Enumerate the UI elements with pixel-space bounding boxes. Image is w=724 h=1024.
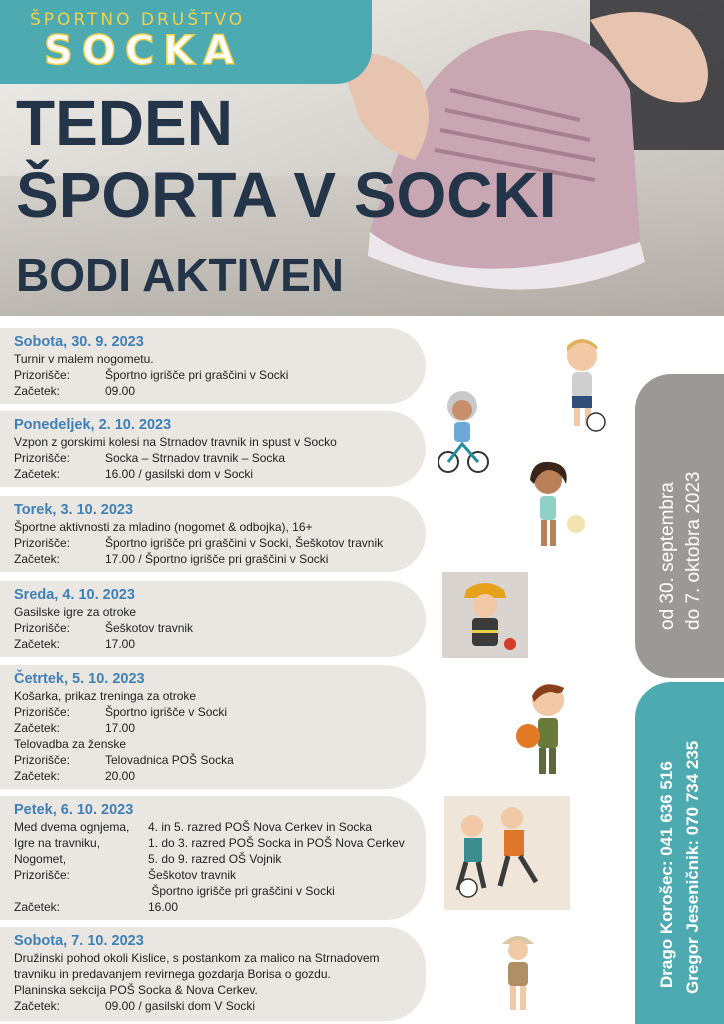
event-detail-label: Začetek: bbox=[14, 384, 61, 398]
event-detail-line bbox=[14, 836, 405, 850]
event-detail-value: 1. do 3. razred POŠ Socka in POŠ Nova Cerkev bbox=[148, 836, 405, 850]
event-date: Sreda, 4. 10. 2023 bbox=[14, 587, 135, 603]
event-detail-line bbox=[14, 868, 236, 882]
event-detail-line bbox=[14, 689, 196, 703]
event-detail-line bbox=[14, 705, 227, 719]
event-detail-label: Prizorišče: bbox=[14, 753, 71, 767]
event-detail-label: Začetek: bbox=[14, 467, 61, 481]
event-detail-line bbox=[14, 467, 253, 481]
event-detail-value: 09.00 bbox=[105, 384, 136, 398]
cyclist-illustration bbox=[438, 384, 490, 476]
event-detail-line bbox=[14, 435, 337, 449]
firefighter-illustration bbox=[442, 572, 528, 658]
event-detail-line bbox=[14, 769, 135, 783]
event-detail-value: Turnir v malem nogometu. bbox=[14, 352, 154, 366]
event-detail-value: 16.00 / gasilski dom v Socki bbox=[105, 467, 254, 481]
event-detail-label: Prizorišče: bbox=[14, 451, 71, 465]
event-detail-value: Šeškotov travnik bbox=[148, 868, 237, 882]
event-detail-line bbox=[14, 520, 313, 534]
event-date: Sobota, 7. 10. 2023 bbox=[14, 933, 144, 949]
date-range-to: do 7. oktobra 2023 bbox=[683, 471, 704, 630]
headline-tagline: BODI AKTIVEN bbox=[16, 249, 344, 301]
event-detail-line bbox=[14, 352, 154, 366]
date-range-band bbox=[635, 374, 724, 678]
event-detail-value: Vzpon z gorskimi kolesi na Strnadov travnik in spust v Socko bbox=[14, 435, 337, 449]
event-detail-value: 17.00 bbox=[105, 637, 136, 651]
event-detail-line bbox=[14, 637, 135, 651]
event-detail-line bbox=[14, 605, 136, 619]
event-detail-line bbox=[14, 951, 380, 965]
event-card bbox=[0, 796, 426, 920]
event-detail-value: Športno igrišče pri graščini v Socki bbox=[148, 884, 335, 898]
event-detail-label: Začetek: bbox=[14, 769, 61, 783]
event-detail-line bbox=[14, 368, 288, 382]
event-detail-label: Prizorišče: bbox=[14, 705, 71, 719]
contacts-band bbox=[635, 682, 724, 1024]
event-detail-value: Telovadnica POŠ Socka bbox=[105, 753, 234, 767]
event-detail-value: Socka – Strnadov travnik – Socka bbox=[105, 451, 286, 465]
event-date: Sobota, 30. 9. 2023 bbox=[14, 334, 144, 350]
event-detail-value: 4. in 5. razred POŠ Nova Cerkev in Socka bbox=[148, 820, 373, 834]
event-detail-label: Prizorišče: bbox=[14, 536, 71, 550]
event-detail-label: Začetek: bbox=[14, 900, 61, 914]
event-detail-label: Prizorišče: bbox=[14, 868, 71, 882]
event-detail-value: 20.00 bbox=[105, 769, 136, 783]
event-detail-value: Košarka, prikaz treninga za otroke bbox=[14, 689, 197, 703]
event-detail-line bbox=[14, 552, 328, 566]
event-detail-line bbox=[14, 884, 335, 898]
event-detail-line bbox=[14, 451, 285, 465]
event-card bbox=[0, 411, 426, 487]
hiker-illustration bbox=[496, 928, 540, 1018]
logo-box bbox=[0, 0, 372, 84]
event-detail-label: Začetek: bbox=[14, 999, 61, 1013]
boy-football-illustration bbox=[552, 334, 612, 434]
event-detail-line bbox=[14, 753, 234, 767]
kids-football-illustration bbox=[444, 796, 570, 910]
contact-drago: Drago Korošec: 041 636 516 bbox=[657, 761, 676, 988]
headline-line-2: ŠPORTA V SOCKI bbox=[16, 159, 557, 231]
event-detail-line bbox=[14, 967, 331, 981]
boy-basketball-illustration bbox=[512, 674, 578, 784]
event-date: Torek, 3. 10. 2023 bbox=[14, 502, 134, 518]
event-detail-line bbox=[14, 983, 258, 997]
event-detail-label: Prizorišče: bbox=[14, 368, 71, 382]
logo-wordmark: SOCKA bbox=[44, 28, 244, 74]
event-detail-line bbox=[14, 536, 383, 550]
event-detail-value: Športno igrišče v Socki bbox=[105, 705, 228, 719]
contact-gregor: Gregor Jeseničnik: 070 734 235 bbox=[683, 740, 702, 994]
event-detail-value: 16.00 bbox=[148, 900, 179, 914]
date-range-from: od 30. septembra bbox=[657, 482, 678, 630]
event-detail-line bbox=[14, 852, 281, 866]
event-card bbox=[0, 927, 426, 1021]
event-detail-line bbox=[14, 820, 372, 834]
event-detail-line bbox=[14, 384, 135, 398]
event-detail-value: Športno igrišče pri graščini v Socki bbox=[105, 368, 289, 382]
event-detail-value: Športno igrišče pri graščini v Socki, Šeškotov travnik bbox=[105, 536, 384, 550]
event-detail-value: 17.00 bbox=[105, 721, 136, 735]
event-detail-label: Nogomet, bbox=[14, 852, 67, 866]
event-card bbox=[0, 496, 426, 572]
event-detail-line bbox=[14, 621, 193, 635]
event-detail-value: 09.00 / gasilski dom V Socki bbox=[105, 999, 256, 1013]
hero-banner bbox=[0, 0, 724, 316]
event-date: Petek, 6. 10. 2023 bbox=[14, 802, 134, 818]
event-detail-value: Športne aktivnosti za mladino (nogomet & odbojka), 16+ bbox=[14, 520, 313, 534]
event-detail-value: travniku in predavanjem revirnega gozdarja Borisa o gozdu. bbox=[14, 967, 331, 981]
event-detail-value: Šeškotov travnik bbox=[105, 621, 194, 635]
event-detail-label: Začetek: bbox=[14, 637, 61, 651]
event-detail-value: Telovadba za ženske bbox=[14, 737, 127, 751]
event-detail-value: Planinska sekcija POŠ Socka & Nova Cerkev. bbox=[14, 983, 258, 997]
logo-subtitle: ŠPORTNO DRUŠTVO bbox=[30, 10, 246, 30]
event-detail-value: Gasilske igre za otroke bbox=[14, 605, 137, 619]
event-detail-label: Začetek: bbox=[14, 552, 61, 566]
event-detail-line bbox=[14, 737, 126, 751]
girl-volleyball-illustration bbox=[520, 460, 590, 552]
event-card bbox=[0, 665, 426, 789]
event-detail-line bbox=[14, 900, 178, 914]
event-detail-value: 17.00 / Športno igrišče pri graščini v Socki bbox=[105, 552, 329, 566]
event-detail-label: Igre na travniku, bbox=[14, 836, 101, 850]
event-detail-label: Prizorišče: bbox=[14, 621, 71, 635]
event-card bbox=[0, 581, 426, 657]
event-detail-label: Začetek: bbox=[14, 721, 61, 735]
event-date: Ponedeljek, 2. 10. 2023 bbox=[14, 417, 172, 433]
event-detail-line bbox=[14, 999, 255, 1013]
event-detail-value: Družinski pohod okoli Kislice, s postankom za malico na Strnadovem bbox=[14, 951, 380, 965]
headline-line-1: TEDEN bbox=[16, 87, 233, 159]
event-detail-value: 5. do 9. razred OŠ Vojnik bbox=[148, 852, 282, 866]
event-detail-label: Med dvema ognjema, bbox=[14, 820, 130, 834]
event-detail-line bbox=[14, 721, 135, 735]
event-date: Četrtek, 5. 10. 2023 bbox=[14, 671, 145, 687]
event-card bbox=[0, 328, 426, 404]
